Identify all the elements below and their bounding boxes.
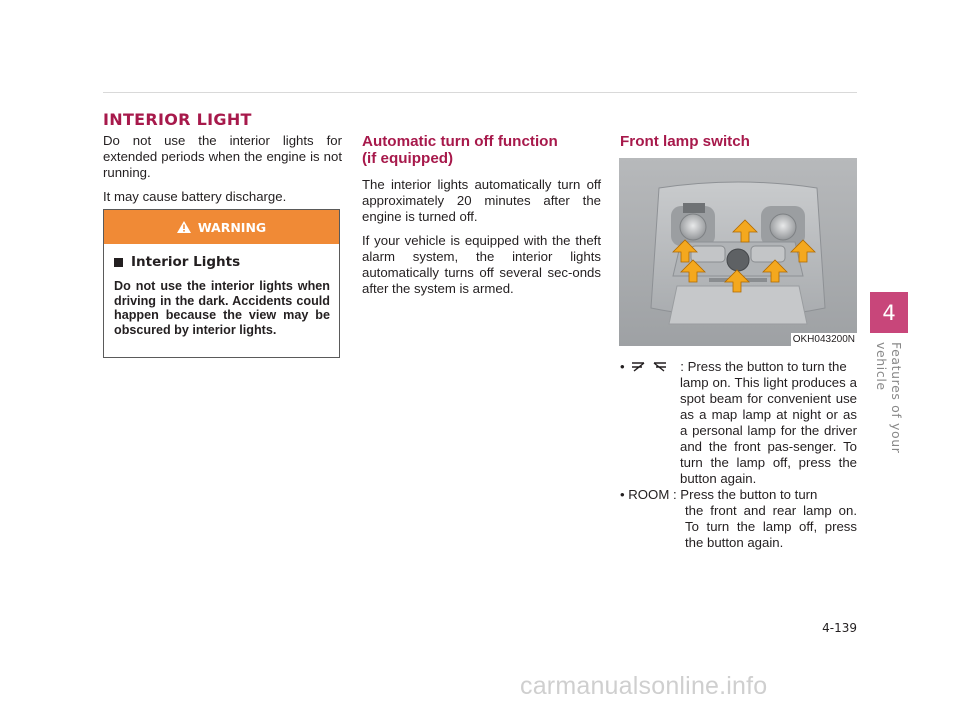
bullet-map-lamp — [620, 359, 857, 487]
auto-off-heading-line1: Automatic turn off function — [362, 133, 558, 150]
page-number: 4-139 — [822, 621, 857, 635]
map-lamp-icon — [630, 360, 676, 374]
warning-header — [104, 210, 339, 244]
warning-triangle-icon — [177, 221, 191, 233]
chapter-title: Features of your vehicle — [874, 342, 904, 454]
battery-paragraph: It may cause battery discharge. — [103, 189, 287, 204]
bullet-room — [620, 487, 857, 551]
bullet-map-lamp-lead — [620, 359, 857, 375]
warning-title — [114, 254, 339, 270]
bullet-room-body: the front and rear lamp on. To turn the lamp off, press the button again. — [685, 503, 857, 550]
theft-alarm-paragraph: If your vehicle is equipped with the theft alarm system, the interior lights automatically turns off several sec-onds after the system is armed. — [362, 233, 601, 296]
bullet-map-lamp-body: lamp on. This light produces a spot beam for convenient use as a map lamp at night or as a personal lamp for the driver and the front pas-senger. To turn the lamp off, press the button again. — [680, 375, 857, 486]
warning-box — [103, 209, 340, 358]
top-divider — [103, 92, 857, 93]
warning-label: WARNING — [197, 219, 267, 235]
auto-off-paragraph: The interior lights automatically turn off approximately 20 minutes after the engine is turned off. — [362, 177, 601, 224]
column-3 — [620, 133, 857, 160]
photo-caption: OKH043200N — [792, 334, 855, 345]
warning-text: Do not use the interior lights when driving in the dark. Accidents could happen because the view may be obscured by interior lights. — [114, 279, 330, 337]
square-bullet-icon — [114, 258, 123, 267]
bullet-map-lamp-lead-text: : Press the button to turn the — [680, 359, 847, 374]
intro-paragraph: Do not use the interior lights for extended periods when the engine is not running. — [103, 133, 342, 180]
watermark: carmanualsonline.info — [520, 672, 768, 700]
warning-title-text: Interior Lights — [131, 254, 241, 270]
overhead-console-image — [619, 158, 857, 346]
front-lamp-heading: Front lamp switch — [620, 133, 750, 150]
chapter-tab: 4 — [870, 292, 908, 333]
column-1 — [103, 133, 342, 213]
bullet-dot: • — [620, 359, 629, 374]
bullet-room-lead: • ROOM : Press the button to turn — [620, 487, 818, 502]
front-lamp-photo — [619, 158, 857, 346]
section-title: INTERIOR LIGHT — [103, 110, 252, 129]
auto-off-heading-line2: (if equipped) — [362, 150, 454, 167]
column-2 — [362, 133, 601, 305]
auto-off-heading — [362, 133, 601, 167]
